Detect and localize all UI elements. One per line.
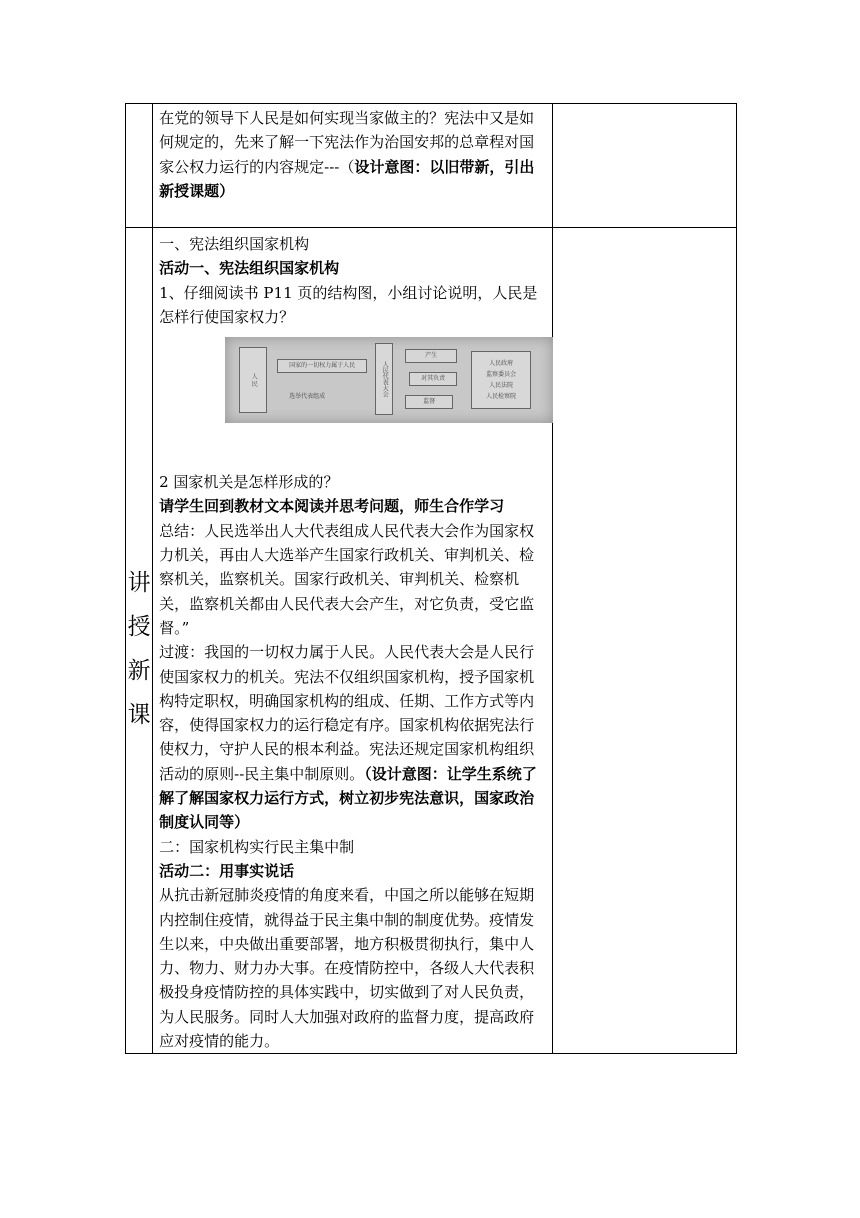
section-label <box>126 228 152 1061</box>
diagram-people-box <box>239 347 267 413</box>
diagram-supervise-arrow <box>405 395 453 409</box>
diagram-organ-label: 人民法院 <box>489 382 514 390</box>
diagram-supervise-label: 监督 <box>423 398 436 406</box>
diagram-produce-label: 产生 <box>425 352 438 360</box>
table-row <box>126 104 737 228</box>
structure-diagram-photo <box>225 337 553 423</box>
question-text: 1、仔细阅读书 P11 页的结构图，小组讨论说明，人民是怎样行使国家权力？ <box>159 283 538 326</box>
lesson-plan-table <box>125 103 737 1054</box>
diagram-people-label: 人 民 <box>250 373 258 388</box>
intro-text: 在党的领导下人民是如何实现当家做主的？宪法中又是如何规定的，先来了解一下宪法作为治国安邦的总章程对国家公权力运行的内容规定---（ <box>159 109 535 176</box>
diagram-arrow-top-label: 国家的一切权力属于人民 <box>289 362 356 370</box>
content-cell <box>153 104 553 228</box>
diagram-responsible-arrow <box>409 372 457 386</box>
diagram-organ-label: 人民政府 <box>489 360 514 368</box>
activity-text: 从抗击新冠肺炎疫情的角度来看，中国之所以能够在短期内控制住疫情，就得益于民主集中制的制度优势。疫情发生以来，中央做出重要部署，地方积极贯彻执行，集中人力、物力、财力办大事。在疫情防控中，各级人大代表积极投身疫情防控的具体实践中，切实做到了对人民负责，为人民服务。同时人大加强对政府的监督力度，提高政府应对疫情的能力。 <box>159 886 535 1051</box>
activity-title: 活动二：用事实说话 <box>159 861 295 880</box>
table-row <box>126 228 737 1054</box>
diagram-arrow-bottom-label: 选举代表组成 <box>289 393 326 401</box>
section-label-char: 授 <box>127 613 151 640</box>
diagram-npc-label: 人民代表大会 <box>381 361 389 398</box>
diagram-produce-arrow <box>405 349 457 363</box>
section-label-char: 新 <box>127 657 151 684</box>
section-label-cell <box>126 228 153 1054</box>
notes-cell <box>553 104 737 228</box>
diagram-organ-label: 监察委员会 <box>486 371 517 379</box>
diagram-npc-box <box>375 343 393 415</box>
section-heading: 二：国家机构实行民主集中制 <box>159 837 355 856</box>
activity-title: 活动一、宪法组织国家机构 <box>159 259 340 278</box>
section-heading: 一、宪法组织国家机构 <box>159 235 310 253</box>
diagram-arrow-top <box>277 359 367 373</box>
label-cell <box>126 104 153 228</box>
diagram-responsible-label: 对其负责 <box>421 375 446 383</box>
summary-text: 总结：人民选举出人大代表组成人民代表大会作为国家权力机关，再由人大选举产生国家行政机关、审判机关、检察机关，监察机关。国家行政机关、审判机关、检察机关，监察机关都由人民代表大会产生，对它负责，受它监督。” <box>159 521 535 637</box>
diagram-organs-box <box>471 351 531 409</box>
design-intent-note: 设计意图：以旧带新，引出新授课题） <box>159 157 535 200</box>
transition-paragraph <box>159 640 548 834</box>
transition-text: 过渡：我国的一切权力属于人民。人民代表大会是人民行使国家权力的机关。宪法不仅组织国家机构，授予国家机构特定职权，明确国家机构的组成、任期、工作方式等内容，使得国家权力的运行稳定有序。国家机构依据宪法行使权力，守护人民的根本利益。宪法还规定国家机构组织活动的原则--民主集中制原则。 <box>159 643 535 783</box>
diagram-organ-label: 人民检察院 <box>486 393 517 401</box>
question-text: 2 国家机关是怎样形成的？ <box>159 473 339 492</box>
instruction-text: 请学生回到教材文本阅读并思考问题，师生合作学习 <box>159 497 505 516</box>
notes-cell <box>553 228 737 1054</box>
section-label-char: 课 <box>127 701 151 728</box>
content-cell <box>153 228 553 1054</box>
design-intent-note: （设计意图：让学生系统了解了解国家权力运行方式，树立初步宪法意识，国家政治制度认同等） <box>159 764 537 832</box>
intro-paragraph <box>159 106 548 203</box>
section-label-char: 讲 <box>127 569 151 596</box>
